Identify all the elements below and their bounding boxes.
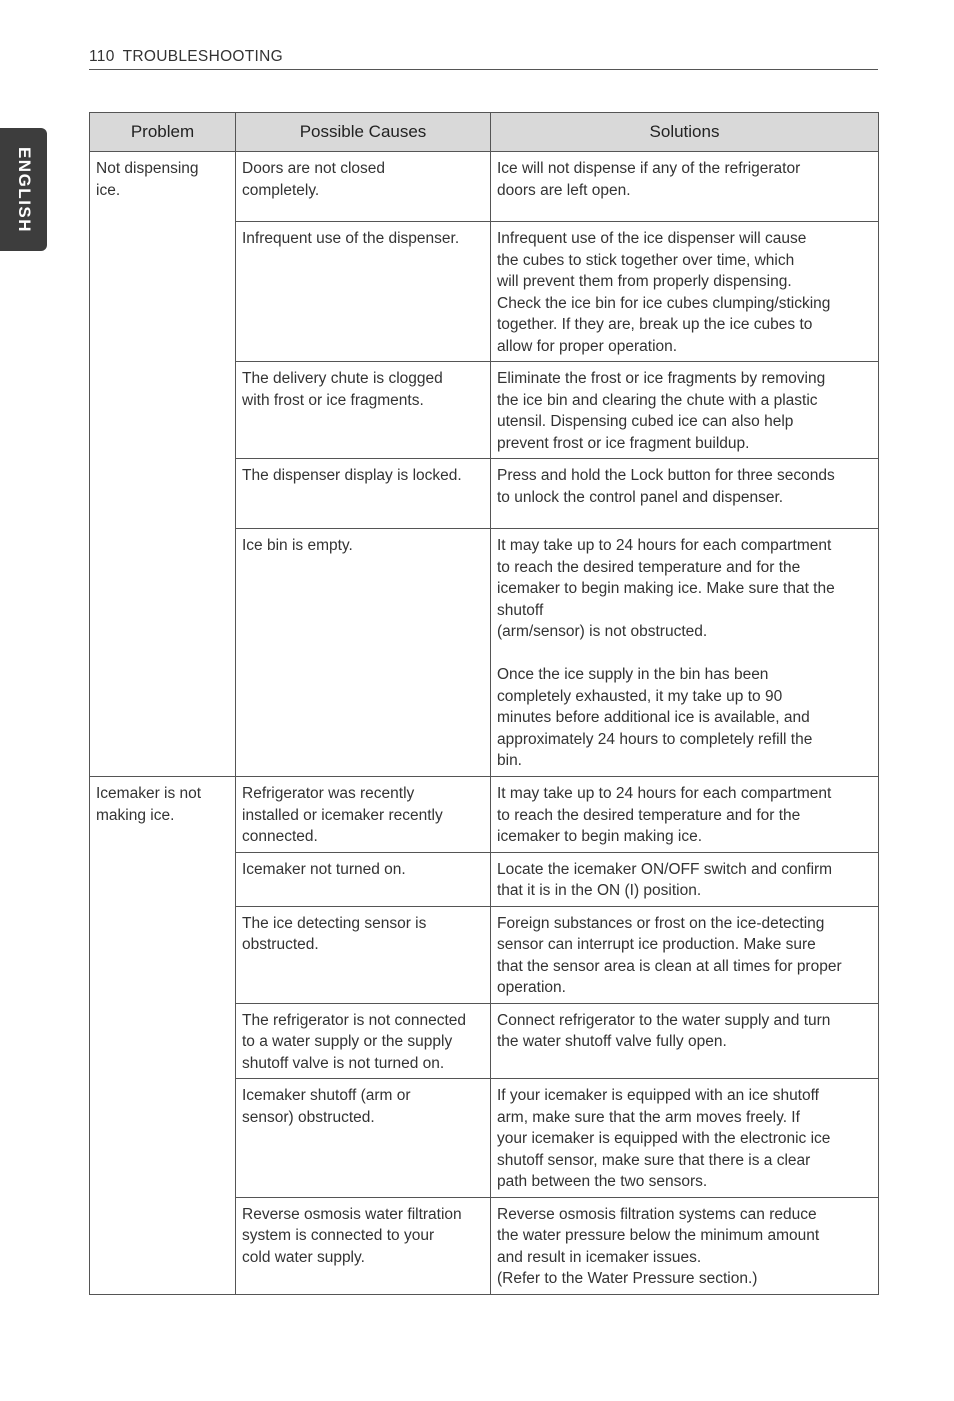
solution-cell: Locate the icemaker ON/OFF switch and confirm that it is in the ON (I) position.	[491, 852, 879, 906]
cause-cell: The dispenser display is locked.	[236, 459, 491, 529]
solution-cell: Infrequent use of the ice dispenser will cause the cubes to stick together over time, which will prevent them from properly dispensing. Check the ice bin for ice cubes clumping/sticking together. If they are, break up the ice cubes to allow for proper operation.	[491, 222, 879, 362]
header-solutions: Solutions	[491, 113, 879, 152]
cause-cell: Icemaker shutoff (arm or sensor) obstructed.	[236, 1079, 491, 1198]
page-number: 110	[89, 48, 115, 65]
language-tab	[0, 128, 47, 251]
solution-cell: If your icemaker is equipped with an ice shutoff arm, make sure that the arm moves freely. If your icemaker is equipped with the electronic ice shutoff sensor, make sure that there is a clear path between the two sensors.	[491, 1079, 879, 1198]
solution-cell: Reverse osmosis filtration systems can reduce the water pressure below the minimum amount and result in icemaker issues. (Refer to the Water Pressure section.)	[491, 1197, 879, 1294]
table-header-row	[90, 113, 879, 152]
header-possible-causes: Possible Causes	[236, 113, 491, 152]
problem-cell: Icemaker is not making ice.	[90, 777, 236, 1295]
page-header	[89, 48, 878, 70]
header-problem: Problem	[90, 113, 236, 152]
cause-cell: Ice bin is empty.	[236, 529, 491, 777]
table-row	[90, 152, 879, 222]
section-title: TROUBLESHOOTING	[122, 48, 284, 65]
solution-cell: It may take up to 24 hours for each compartment to reach the desired temperature and for the icemaker to begin making ice.	[491, 777, 879, 853]
cause-cell: Infrequent use of the dispenser.	[236, 222, 491, 362]
solution-cell: Foreign substances or frost on the ice-detecting sensor can interrupt ice production. Make sure that the sensor area is clean at all times for proper operation.	[491, 906, 879, 1003]
cause-cell: The ice detecting sensor is obstructed.	[236, 906, 491, 1003]
solution-cell: It may take up to 24 hours for each compartment to reach the desired temperature and for the icemaker to begin making ice. Make sure that the shutoff (arm/sensor) is not obstructed. Once the ice supply in the bin has been completely exhausted, it my take up to 90 minutes before additional ice is available, and approximately 24 hours to completely refill the bin.	[491, 529, 879, 777]
cause-cell: The delivery chute is clogged with frost or ice fragments.	[236, 362, 491, 459]
cause-cell: Doors are not closed completely.	[236, 152, 491, 222]
cause-cell: Reverse osmosis water filtration system is connected to your cold water supply.	[236, 1197, 491, 1294]
cause-cell: Refrigerator was recently installed or icemaker recently connected.	[236, 777, 491, 853]
solution-cell: Connect refrigerator to the water supply and turn the water shutoff valve fully open.	[491, 1003, 879, 1079]
troubleshooting-table	[89, 112, 879, 1295]
solution-cell: Eliminate the frost or ice fragments by removing the ice bin and clearing the chute with a plastic utensil. Dispensing cubed ice can also help prevent frost or ice fragment buildup.	[491, 362, 879, 459]
cause-cell: The refrigerator is not connected to a water supply or the supply shutoff valve is not turned on.	[236, 1003, 491, 1079]
language-tab-label: ENGLISH	[14, 146, 34, 233]
problem-cell: Not dispensing ice.	[90, 152, 236, 777]
solution-cell: Press and hold the Lock button for three seconds to unlock the control panel and dispenser.	[491, 459, 879, 529]
cause-cell: Icemaker not turned on.	[236, 852, 491, 906]
solution-cell: Ice will not dispense if any of the refrigerator doors are left open.	[491, 152, 879, 222]
table-row	[90, 777, 879, 853]
